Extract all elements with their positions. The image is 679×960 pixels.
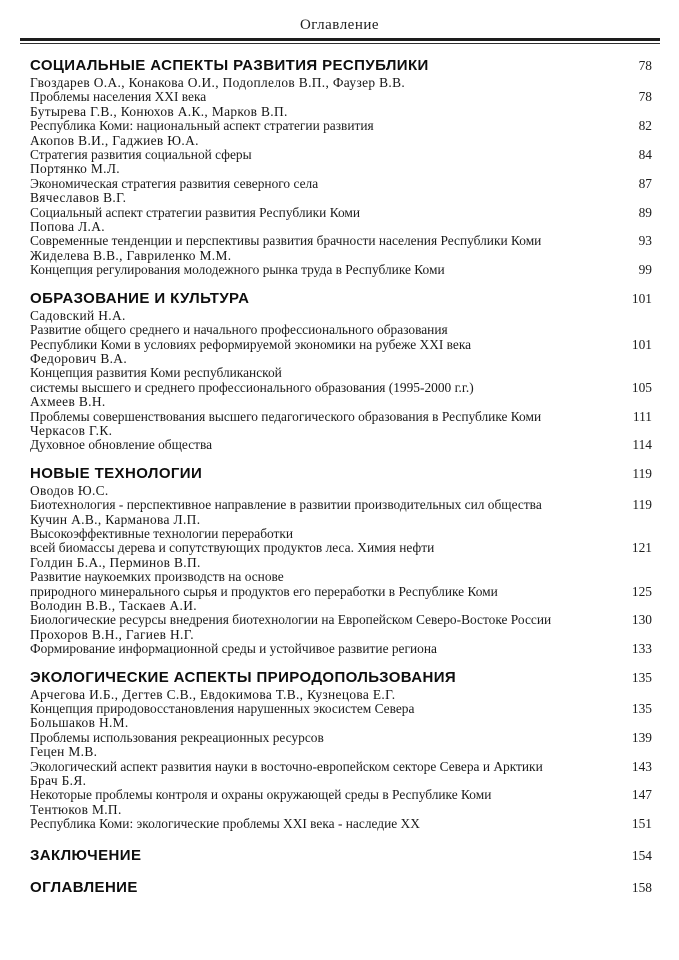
toc-entry — [30, 162, 652, 191]
entry-authors: Федорович В.А. — [30, 350, 128, 366]
section-heading-row — [30, 465, 652, 482]
toc-entry — [30, 688, 652, 717]
entry-title-line: Экологический аспект развития науки в восточно-европейском секторе Севера и Арктики — [30, 758, 543, 774]
entry-title-row — [30, 570, 652, 584]
toc-entry — [30, 105, 652, 134]
entry-page-number: 78 — [638, 89, 652, 105]
toc-entry — [30, 599, 652, 628]
toc-entry — [30, 424, 652, 453]
entry-title-row — [30, 642, 652, 656]
toc-entry — [30, 191, 652, 220]
entry-title-row — [30, 498, 652, 512]
entry-authors-row — [30, 249, 652, 263]
closing-heading-row — [30, 879, 652, 896]
entry-page-number: 87 — [638, 175, 652, 191]
entry-authors-row — [30, 395, 652, 409]
toc-entry — [30, 249, 652, 278]
entry-title-line: Формирование информационной среды и устойчивое развитие региона — [30, 641, 437, 657]
section-page-number: 135 — [631, 669, 652, 685]
section-title: СОЦИАЛЬНЫЕ АСПЕКТЫ РАЗВИТИЯ РЕСПУБЛИКИ — [30, 57, 429, 74]
entry-page-number: 139 — [631, 729, 652, 745]
entry-authors-row — [30, 352, 652, 366]
entry-title-row — [30, 206, 652, 220]
section-heading-row — [30, 290, 652, 307]
entry-page-number: 121 — [631, 540, 652, 556]
entry-title-line: Стратегия развития социальной сферы — [30, 147, 252, 163]
entry-page-number: 89 — [638, 204, 652, 220]
entry-title-line: Современные тенденции и перспективы развития брачности населения Республики Коми — [30, 233, 542, 249]
toc-entry — [30, 745, 652, 774]
toc-entry — [30, 484, 652, 513]
section-heading-row — [30, 57, 652, 74]
entry-page-number: 151 — [631, 816, 652, 832]
entry-title-row — [30, 438, 652, 452]
entry-authors-row — [30, 745, 652, 759]
entry-title-row — [30, 148, 652, 162]
toc-entry — [30, 76, 652, 105]
entry-authors: Арчегова И.Б., Дегтев С.В., Евдокимова Т.В., Кузнецова Е.Г. — [30, 686, 396, 702]
entry-authors: Голдин Б.А., Перминов В.П. — [30, 554, 201, 570]
entry-title-line: Концепция развития Коми республиканской — [30, 365, 282, 381]
entry-title-line: Некоторые проблемы контроля и охраны окружающей среды в Республике Коми — [30, 787, 492, 803]
toc-entry — [30, 309, 652, 352]
entry-title-line: Проблемы населения XXI века — [30, 89, 207, 105]
entry-page-number: 119 — [632, 497, 652, 513]
entry-authors: Вячеславов В.Г. — [30, 190, 127, 206]
section-page-number: 119 — [632, 465, 652, 481]
entry-page-number: 143 — [631, 758, 652, 774]
entry-authors: Гвоздарев О.А., Конакова О.И., Подоплелов В.П., Фаузер В.В. — [30, 75, 406, 90]
entry-authors-row — [30, 191, 652, 205]
entry-title-row — [30, 817, 652, 831]
entry-page-number: 130 — [631, 612, 652, 628]
closing-page-number: 154 — [631, 847, 652, 863]
toc-entry — [30, 395, 652, 424]
entry-title-line: всей биомассы дерева и сопутствующих продуктов леса. Химия нефти — [30, 540, 435, 556]
entry-title-row — [30, 263, 652, 277]
entry-page-number: 101 — [631, 336, 652, 352]
entry-authors: Жиделева В.В., Гавриленко М.М. — [30, 247, 232, 263]
toc-section — [30, 290, 652, 453]
entry-title-row — [30, 527, 652, 541]
closing-heading-row — [30, 847, 652, 864]
toc-section — [30, 465, 652, 657]
entry-authors: Акопов В.И., Гаджиев Ю.А. — [30, 132, 199, 148]
entry-authors-row — [30, 599, 652, 613]
entry-authors-row — [30, 484, 652, 498]
entry-title-row — [30, 366, 652, 380]
entry-title-row — [30, 119, 652, 133]
entry-authors-row — [30, 628, 652, 642]
entry-authors-row — [30, 774, 652, 788]
entry-page-number: 99 — [638, 262, 652, 278]
toc-section — [30, 669, 652, 832]
entry-title-row — [30, 760, 652, 774]
entry-title-line: Биологические ресурсы внедрения биотехнологии на Европейском Северо-Востоке России — [30, 612, 552, 628]
toc-section — [30, 57, 652, 278]
entry-page-number: 114 — [632, 437, 652, 453]
closing-page-number: 158 — [631, 879, 652, 895]
entry-authors-row — [30, 162, 652, 176]
entry-page-number: 105 — [631, 379, 652, 395]
toc-entry — [30, 352, 652, 395]
entry-authors: Оводов Ю.С. — [30, 482, 109, 498]
entry-authors: Бутырева Г.В., Конюхов А.К., Марков В.П. — [30, 103, 288, 119]
entry-authors: Ахмеев В.Н. — [30, 394, 106, 410]
entry-page-number: 111 — [632, 408, 652, 424]
entry-authors: Портянко М.Л. — [30, 161, 120, 177]
entry-page-number: 133 — [631, 641, 652, 657]
section-page-number: 78 — [638, 58, 652, 73]
closing-title: ЗАКЛЮЧЕНИЕ — [30, 846, 142, 864]
entry-title-line: системы высшего и среднего профессионального образования (1995-2000 г.г.) — [30, 379, 474, 395]
toc-entry — [30, 803, 652, 832]
entry-authors: Попова Л.А. — [30, 219, 105, 235]
entry-title-row — [30, 381, 652, 395]
entry-authors: Тентюков М.П. — [30, 801, 122, 817]
toc-entry — [30, 556, 652, 599]
entry-authors-row — [30, 556, 652, 570]
entry-title-row — [30, 731, 652, 745]
toc-entry — [30, 716, 652, 745]
entry-title-line: Республика Коми: национальный аспект стратегии развития — [30, 118, 374, 134]
entry-title-row — [30, 90, 652, 104]
entry-title-row — [30, 702, 652, 716]
page-header-title: Оглавление — [299, 17, 380, 33]
entry-page-number: 84 — [638, 147, 652, 163]
entry-title-line: Экономическая стратегия развития северного села — [30, 175, 319, 191]
entry-authors-row — [30, 803, 652, 817]
entry-page-number: 125 — [631, 583, 652, 599]
entry-authors: Володин В.В., Таскаев А.И. — [30, 598, 197, 613]
entry-title-line: Развитие общего среднего и начального профессионального образования — [30, 322, 448, 338]
entry-title-line: Высокоэффективные технологии переработки — [30, 525, 294, 541]
section-title: НОВЫЕ ТЕХНОЛОГИИ — [30, 464, 203, 482]
section-heading-row — [30, 669, 652, 686]
entry-page-number: 147 — [631, 787, 652, 803]
entry-title-row — [30, 234, 652, 248]
entry-title-line: Социальный аспект стратегии развития Республики Коми — [30, 204, 361, 220]
entry-authors: Черкасов Г.К. — [30, 422, 113, 438]
entry-authors-row — [30, 220, 652, 234]
entry-authors-row — [30, 716, 652, 730]
entry-title-row — [30, 410, 652, 424]
entry-title-line: Республика Коми: экологические проблемы XXI века - наследие XX — [30, 816, 420, 832]
entry-authors-row — [30, 688, 652, 702]
entry-authors-row — [30, 134, 652, 148]
entry-authors-row — [30, 513, 652, 527]
entry-title-line: Концепция регулирования молодежного рынка труда в Республике Коми — [30, 262, 445, 278]
closing-title: ОГЛАВЛЕНИЕ — [30, 878, 138, 896]
entry-title-line: Духовное обновление общества — [30, 437, 213, 453]
entry-title-line: Биотехнология - перспективное направление в развитии производительных сил общества — [30, 497, 542, 513]
entry-title-row — [30, 613, 652, 627]
section-title: ЭКОЛОГИЧЕСКИЕ АСПЕКТЫ ПРИРОДОПОЛЬЗОВАНИЯ — [30, 668, 457, 686]
entry-authors-row — [30, 76, 652, 90]
entry-title-row — [30, 323, 652, 337]
entry-authors: Большаков Н.М. — [30, 715, 129, 731]
entry-title-line: Проблемы совершенствования высшего педагогического образования в Республике Коми — [30, 408, 542, 424]
entry-authors: Садовский Н.А. — [30, 307, 126, 323]
toc-entry — [30, 628, 652, 657]
entry-authors: Брач Б.Я. — [30, 773, 87, 789]
section-title: ОБРАЗОВАНИЕ И КУЛЬТУРА — [30, 289, 250, 307]
entry-page-number: 93 — [638, 233, 652, 249]
toc-entry — [30, 134, 652, 163]
entry-title-row — [30, 177, 652, 191]
entry-page-number: 82 — [638, 118, 652, 134]
entry-title-row — [30, 788, 652, 802]
entry-title-row — [30, 541, 652, 555]
entry-title-row — [30, 585, 652, 599]
entry-authors-row — [30, 105, 652, 119]
toc-entry — [30, 220, 652, 249]
entry-page-number: 135 — [631, 701, 652, 717]
entry-authors: Гецен М.В. — [30, 744, 98, 760]
entry-title-line: Развитие наукоемких производств на основе — [30, 569, 284, 585]
entry-title-line: Проблемы использования рекреационных ресурсов — [30, 729, 324, 745]
entry-title-line: природного минерального сырья и продуктов его переработки в Республике Коми — [30, 583, 498, 599]
toc-body — [0, 44, 679, 896]
toc-entry — [30, 774, 652, 803]
toc-entry — [30, 513, 652, 556]
entry-title-line: Концепция природовосстановления нарушенных экосистем Севера — [30, 701, 415, 717]
entry-authors-row — [30, 424, 652, 438]
entry-authors-row — [30, 309, 652, 323]
entry-authors: Прохоров В.Н., Гагиев Н.Г. — [30, 626, 194, 642]
entry-title-line: Республики Коми в условиях реформируемой экономики на рубеже XXI века — [30, 336, 472, 352]
section-page-number: 101 — [631, 290, 652, 306]
entry-title-row — [30, 338, 652, 352]
entry-authors: Кучин А.В., Карманова Л.П. — [30, 511, 201, 527]
